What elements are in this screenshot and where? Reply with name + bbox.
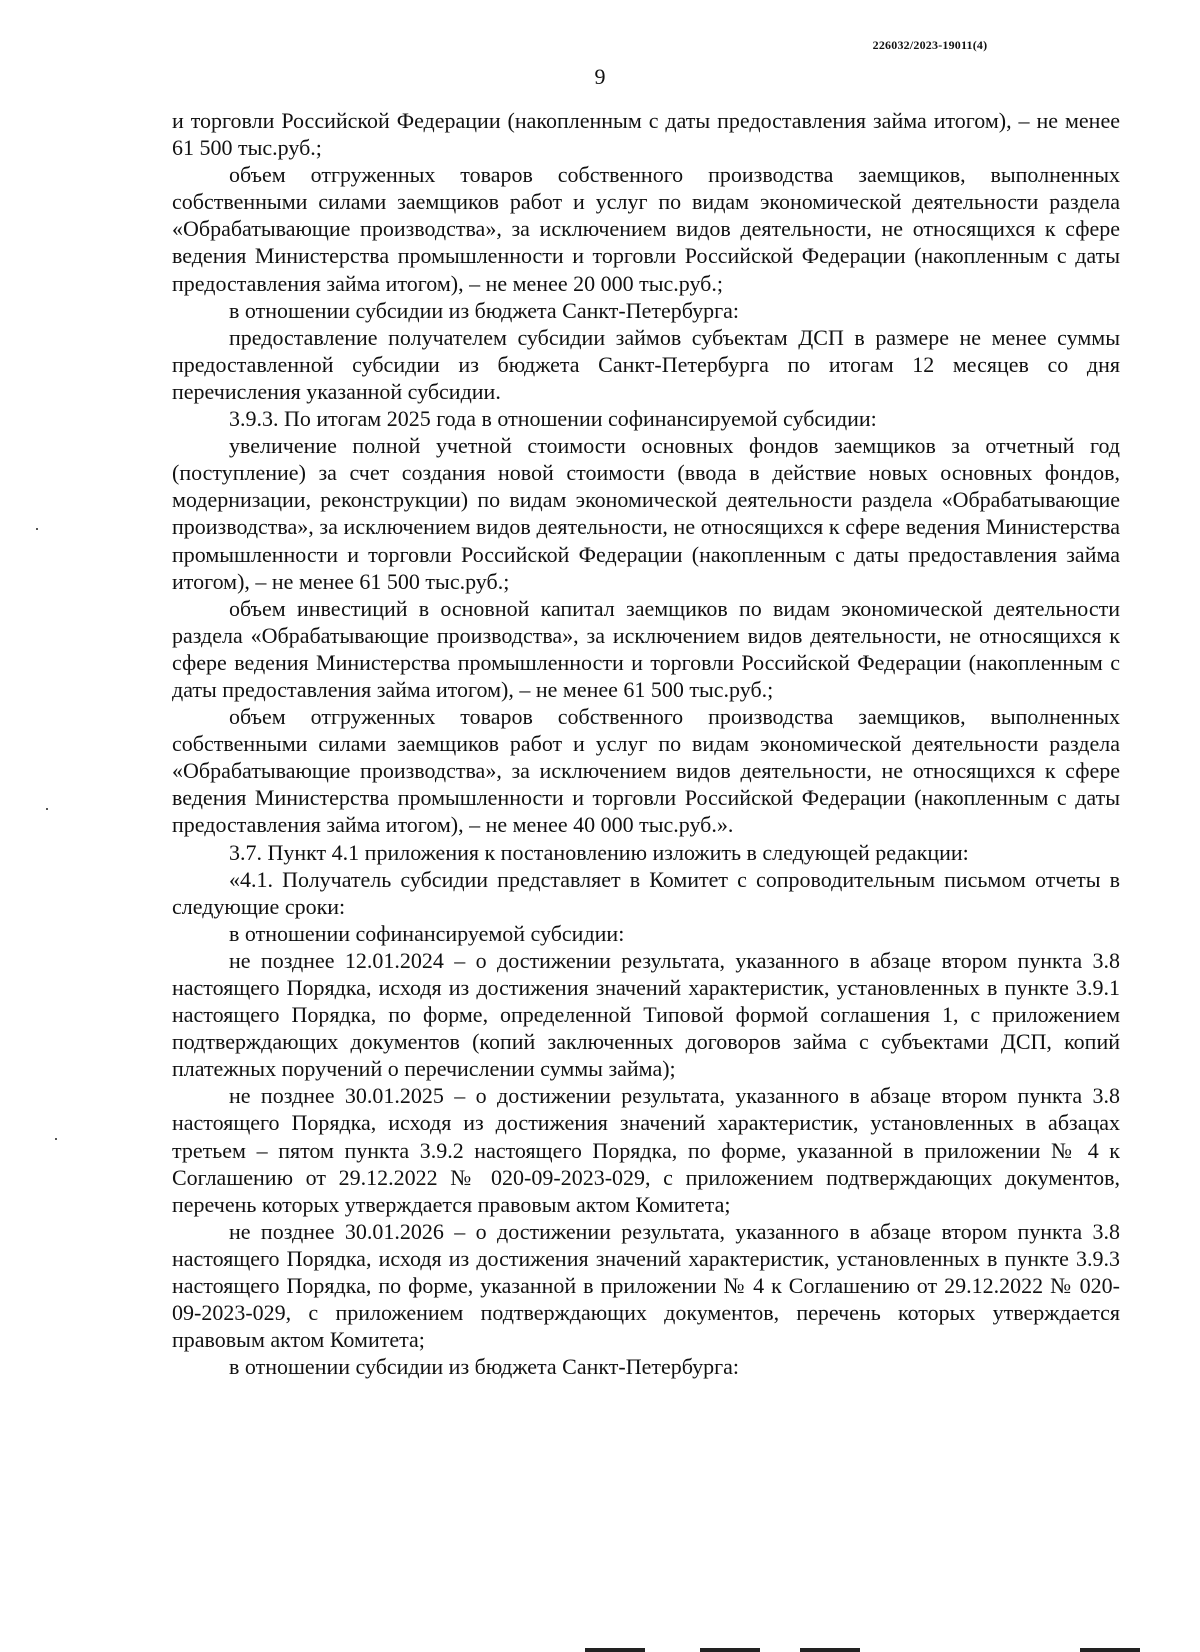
paragraph: в отношении софинансируемой субсидии: — [229, 920, 625, 946]
paragraph-continuation: и торговли Российской Федерации (накопленным с даты предоставления займа итогом), – не менее 61 500 тыс.руб.; — [172, 108, 1120, 161]
scan-edge-mark — [700, 1648, 760, 1652]
paragraph: не позднее 12.01.2024 – о достижении результата, указанного в абзаце втором пункта 3.8 настоящего Порядка, исходя из достижения значений характеристик, установленных в пункте 3.9.1 настоящего Порядка, по форме, определенной Типовой формой соглашения 1, с приложением подтверждающих документов (копий заключенных договоров займа с субъектами ДСП, копий платежных поручений о перечислении суммы займа); — [172, 947, 1120, 1082]
scan-edge-mark — [800, 1648, 860, 1652]
scan-edge-mark — [1080, 1648, 1140, 1652]
scan-bottom-edge — [0, 1642, 1200, 1652]
paragraph: не позднее 30.01.2025 – о достижении результата, указанного в абзаце втором пункта 3.8 настоящего Порядка, исходя из достижения значений характеристик, установленных в абзацах третьем – пятом пункта 3.9.2 настоящего Порядка, по форме, указанной в приложении № 4 к Соглашению от 29.12.2022 № 020-09-2023-029, с приложением подтверждающих документов, перечень которых утверждается правовым актом Комитета; — [172, 1083, 1120, 1217]
document-body — [172, 107, 1120, 1380]
scan-edge-mark — [585, 1648, 645, 1652]
paragraph: в отношении субсидии из бюджета Санкт-Петербурга: — [229, 1354, 739, 1380]
page-number: 9 — [594, 64, 606, 89]
scan-speck — [46, 808, 48, 810]
paragraph: не позднее 30.01.2026 – о достижении результата, указанного в абзаце втором пункта 3.8 настоящего Порядка, исходя из достижения значений характеристик, установленных в пункте 3.9.3 настоящего Порядка, по форме, указанной в приложении № 4 к Соглашению от 29.12.2022 № 020-09-2023-029, с приложением подтверждающих документов, перечень которых утверждается правовым актом Комитета; — [172, 1218, 1120, 1353]
section-heading-3-9-3: 3.9.3. По итогам 2025 года в отношении софинансируемой субсидии: — [229, 406, 877, 432]
section-heading-3-7: 3.7. Пункт 4.1 приложения к постановлению изложить в следующей редакции: — [229, 839, 969, 865]
paragraph: предоставление получателем субсидии займов субъектам ДСП в размере не менее суммы предоставленной субсидии из бюджета Санкт-Петербурга по итогам 12 месяцев со дня перечисления указанной субсидии. — [172, 324, 1120, 404]
paragraph: «4.1. Получатель субсидии представляет в Комитет с сопроводительным письмом отчеты в следующие сроки: — [172, 866, 1120, 919]
paragraph: увеличение полной учетной стоимости основных фондов заемщиков за отчетный год (поступление) за счет создания новой стоимости (ввода в действие новых основных фондов, модернизации, реконструкции) по видам экономической деятельности раздела «Обрабатывающие производства», за исключением видов деятельности, не относящихся к сфере ведения Министерства промышленности и торговли Российской Федерации (накопленным с даты предоставления займа итогом), – не менее 61 500 тыс.руб.; — [172, 433, 1120, 594]
paragraph: в отношении субсидии из бюджета Санкт-Петербурга: — [229, 297, 739, 323]
scan-speck — [36, 528, 38, 530]
paragraph: объем отгруженных товаров собственного производства заемщиков, выполненных собственными силами заемщиков работ и услуг по видам экономической деятельности раздела «Обрабатывающие производства», за исключением видов деятельности, не относящихся к сфере ведения Министерства промышленности и торговли Российской Федерации (накопленным с даты предоставления займа итогом), – не менее 40 000 тыс.руб.». — [172, 704, 1120, 838]
scan-speck — [55, 1138, 57, 1140]
paragraph: объем отгруженных товаров собственного производства заемщиков, выполненных собственными силами заемщиков работ и услуг по видам экономической деятельности раздела «Обрабатывающие производства», за исключением видов деятельности, не относящихся к сфере ведения Министерства промышленности и торговли Российской Федерации (накопленным с даты предоставления займа итогом), – не менее 20 000 тыс.руб.; — [172, 162, 1120, 296]
paragraph: объем инвестиций в основной капитал заемщиков по видам экономической деятельности раздела «Обрабатывающие производства», за исключением видов деятельности, не относящихся к сфере ведения Министерства промышленности и торговли Российской Федерации (накопленным с даты предоставления займа итогом), – не менее 61 500 тыс.руб.; — [172, 595, 1120, 702]
document-registration-number: 226032/2023-19011(4) — [872, 38, 988, 52]
